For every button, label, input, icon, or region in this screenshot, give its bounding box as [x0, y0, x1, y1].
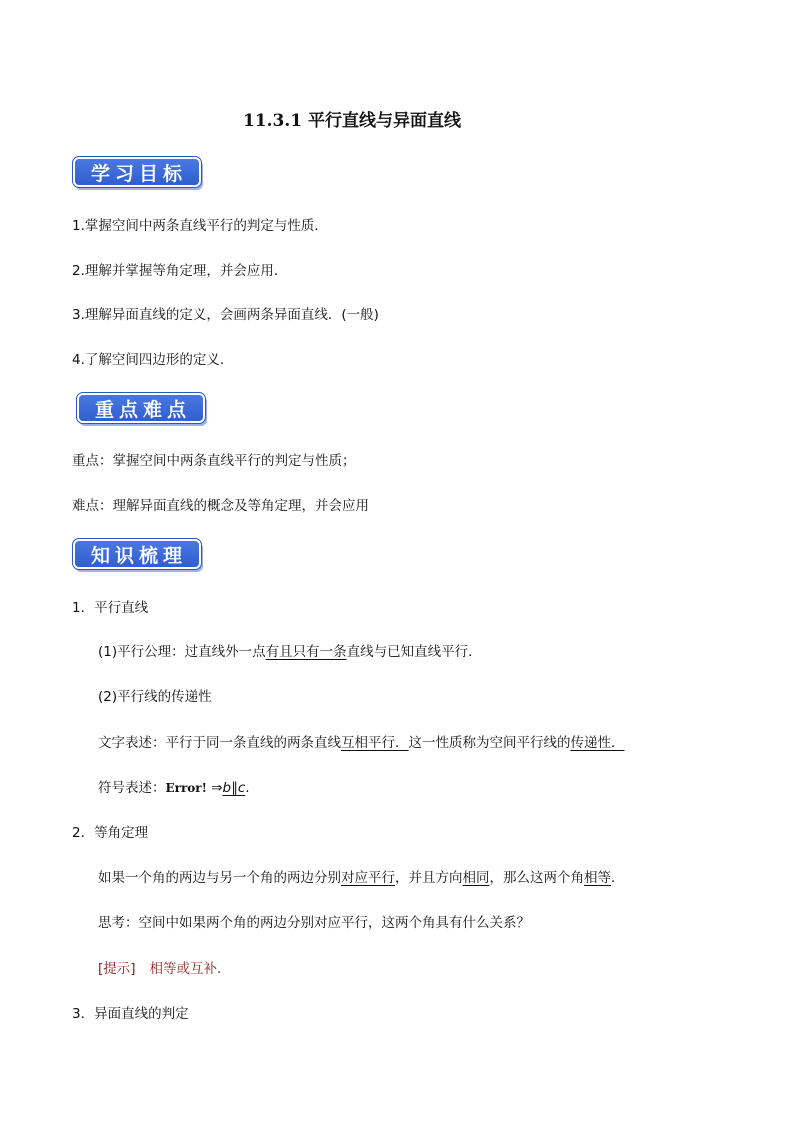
theorem-blank3: 相等 — [584, 870, 611, 886]
key-point: 重点：掌握空间中两条直线平行的判定与性质； — [72, 453, 356, 469]
text-statement-a: 文字表述：平行于同一条直线的两条直线 — [98, 735, 341, 751]
section-banner-objectives: 学习目标 — [73, 157, 201, 187]
page-title: 11.3.1 平行直线与异面直线 — [242, 111, 462, 131]
axiom-text-end: 直线与已知直线平行． — [346, 644, 482, 660]
theorem-text-a: 如果一个角的两边与另一个角的两边分别 — [98, 870, 341, 886]
symbol-end: . — [245, 780, 250, 796]
section-banner-keypoints: 重点难点 — [77, 393, 205, 423]
error-field: Error! — [165, 781, 207, 795]
hint-text: 相等或互补． — [149, 961, 231, 977]
text-statement-blank1: 互相平行． — [341, 735, 409, 751]
hint — [98, 957, 231, 977]
objective-item: 4.了解空间四边形的定义． — [72, 352, 234, 368]
objective-item: 2.理解并掌握等角定理，并会应用． — [72, 263, 288, 279]
text-statement-b: 这一性质称为空间平行线的 — [408, 735, 571, 751]
think-question: 思考：空间中如果两个角的两边分别对应平行，这两个角具有什么关系？ — [98, 915, 530, 931]
theorem-blank1: 对应平行 — [341, 870, 395, 886]
theorem-text-c: ，那么这两个角 — [489, 870, 584, 886]
transitivity-title: (2)平行线的传递性 — [98, 689, 212, 705]
theorem-blank2: 相同 — [462, 870, 490, 886]
theorem-text-d: ． — [611, 870, 625, 886]
parallel-axiom — [98, 640, 482, 660]
heading-parallel-lines: 1．平行直线 — [72, 600, 149, 616]
section-banner-knowledge: 知识梳理 — [73, 539, 201, 569]
heading-equal-angle: 2．等角定理 — [72, 825, 149, 841]
text-statement-blank2: 传递性． — [570, 735, 625, 751]
theorem-text-b: ，并且方向 — [395, 870, 463, 886]
axiom-text: (1)平行公理：过直线外一点 — [98, 644, 266, 660]
symbol-blank: b∥c — [222, 780, 246, 796]
difficult-point: 难点：理解异面直线的概念及等角定理，并会应用 — [72, 498, 369, 514]
symbol-statement — [98, 776, 250, 796]
implies-arrow: ⇒ — [206, 780, 223, 796]
equal-angle-theorem — [98, 866, 625, 886]
symbol-label: 符号表述： — [98, 780, 166, 796]
heading-skew-lines: 3．异面直线的判定 — [72, 1006, 189, 1022]
hint-label: [提示] — [98, 961, 136, 977]
text-statement — [98, 731, 631, 751]
axiom-blank: 有且只有一条 — [265, 644, 347, 660]
objective-item: 1.掌握空间中两条直线平行的判定与性质． — [72, 218, 328, 234]
objective-item: 3.理解异面直线的定义，会画两条异面直线．(一般) — [72, 307, 379, 323]
